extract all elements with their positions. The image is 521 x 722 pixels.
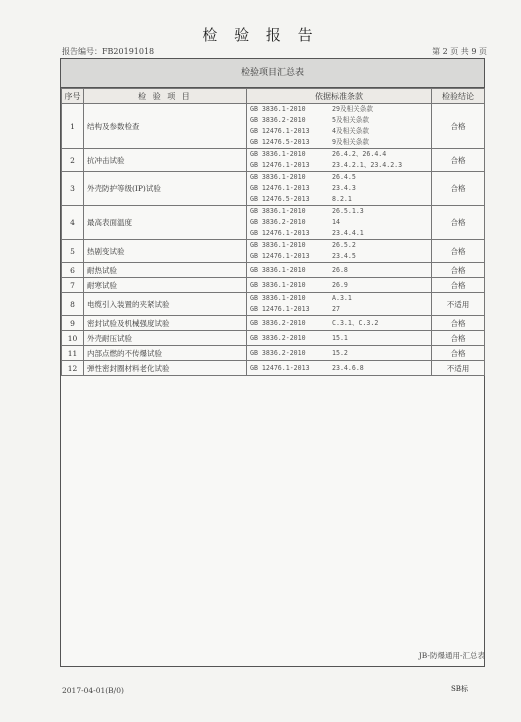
table-header-row: [62, 89, 485, 104]
standard-clause: 23.4.2.1、23.4.2.3: [332, 161, 403, 169]
row-result: 合格: [432, 149, 485, 172]
row-number: 7: [62, 278, 84, 293]
row-result: 合格: [432, 331, 485, 346]
standard-code: GB 12476.5-2013: [250, 138, 310, 146]
row-standards: [247, 346, 432, 361]
standard-clause: 26.5.2: [332, 241, 356, 249]
standard-code: GB 12476.5-2013: [250, 195, 310, 203]
row-number: 2: [62, 149, 84, 172]
standard-line: [247, 228, 431, 239]
header-no: 序号: [62, 89, 84, 104]
standard-clause: 26.4.5: [332, 173, 356, 181]
table-row: [62, 240, 485, 263]
row-item: 外壳耐压试验: [84, 331, 247, 346]
page-number: 第 2 页 共 9 页: [432, 47, 487, 56]
row-number: 1: [62, 104, 84, 149]
standard-clause: 23.4.3: [332, 184, 356, 192]
row-item: 电缆引入装置的夹紧试验: [84, 293, 247, 316]
row-result: 合格: [432, 240, 485, 263]
row-number: 11: [62, 346, 84, 361]
standard-line: [247, 251, 431, 262]
header-result: 检验结论: [432, 89, 485, 104]
header-item: 检 验 项 目: [84, 89, 247, 104]
row-result: 不适用: [432, 361, 485, 376]
row-item: 最高表面温度: [84, 206, 247, 240]
summary-banner: 检验项目汇总表: [61, 59, 484, 88]
standard-code: GB 12476.1-2013: [250, 305, 310, 313]
row-result: 合格: [432, 104, 485, 149]
standard-code: GB 3836.1-2010: [250, 265, 306, 274]
row-item: 外壳防护等级(IP)试验: [84, 172, 247, 206]
company-logo-icon: SB标: [451, 685, 468, 693]
row-number: 10: [62, 331, 84, 346]
row-standards: [247, 104, 432, 149]
standard-clause: 15.1: [332, 333, 348, 342]
standard-clause: 26.4.2、26.4.4: [332, 150, 387, 158]
row-item: 耐寒试验: [84, 278, 247, 293]
standard-clause: 8.2.1: [332, 195, 352, 203]
report-number: 报告编号：FB20191018: [62, 47, 155, 56]
row-result: 合格: [432, 346, 485, 361]
row-number: 6: [62, 263, 84, 278]
row-number: 5: [62, 240, 84, 263]
report-title: 检 验 报 告: [202, 26, 319, 44]
standard-line: [247, 172, 431, 183]
standard-line: [247, 318, 431, 329]
standard-clause: 5及相关条款: [332, 116, 369, 124]
standard-line: [247, 149, 431, 160]
row-number: 4: [62, 206, 84, 240]
table-row: [62, 278, 485, 293]
row-standards: [247, 172, 432, 206]
row-number: 8: [62, 293, 84, 316]
table-row: [62, 206, 485, 240]
row-number: 9: [62, 316, 84, 331]
standard-code: GB 3836.1-2010: [250, 280, 306, 289]
standard-clause: 27: [332, 305, 340, 313]
row-standards: [247, 316, 432, 331]
row-result: 合格: [432, 263, 485, 278]
table-row: [62, 149, 485, 172]
version-date: 2017-04-01(B/0): [62, 686, 124, 695]
row-standards: [247, 331, 432, 346]
summary-table: [61, 88, 485, 376]
standard-clause: 9及相关条款: [332, 138, 369, 146]
row-standards: [247, 263, 432, 278]
row-item: 弹性密封圈材料老化试验: [84, 361, 247, 376]
standard-clause: 4及相关条款: [332, 127, 369, 135]
standard-clause: 15.2: [332, 348, 348, 357]
standard-line: [247, 280, 431, 291]
standard-line: [247, 115, 431, 126]
standard-line: [247, 363, 431, 374]
header-standard: 依据标准条款: [247, 89, 432, 104]
row-result: 合格: [432, 206, 485, 240]
row-item: 密封试验及机械强度试验: [84, 316, 247, 331]
standard-line: [247, 304, 431, 315]
row-result: 合格: [432, 278, 485, 293]
standard-clause: 29及相关条款: [332, 105, 373, 113]
standard-code: GB 12476.1-2013: [250, 363, 310, 372]
standard-code: GB 3836.1-2010: [250, 241, 306, 249]
standard-line: [247, 137, 431, 148]
standard-code: GB 12476.1-2013: [250, 229, 310, 237]
standard-line: [247, 265, 431, 276]
form-name: JB-防爆通用-汇总表: [418, 651, 485, 660]
row-standards: [247, 206, 432, 240]
row-item: 抗冲击试验: [84, 149, 247, 172]
row-item: 结构及参数检查: [84, 104, 247, 149]
table-row: [62, 346, 485, 361]
standard-code: GB 3836.2-2010: [250, 116, 306, 124]
standard-clause: 26.5.1.3: [332, 207, 364, 215]
standard-line: [247, 348, 431, 359]
standard-clause: 23.4.4.1: [332, 229, 364, 237]
standard-code: GB 3836.1-2010: [250, 105, 306, 113]
standard-code: GB 3836.2-2010: [250, 318, 306, 327]
standard-clause: 14: [332, 218, 340, 226]
standard-clause: C.3.1、C.3.2: [332, 318, 379, 327]
standard-line: [247, 160, 431, 171]
standard-code: GB 3836.1-2010: [250, 207, 306, 215]
standard-clause: 23.4.5: [332, 252, 356, 260]
standard-line: [247, 240, 431, 251]
standard-code: GB 3836.1-2010: [250, 294, 306, 302]
table-row: [62, 172, 485, 206]
standard-clause: 26.9: [332, 280, 348, 289]
table-row: [62, 104, 485, 149]
table-row: [62, 361, 485, 376]
summary-frame: [60, 58, 485, 667]
standard-line: [247, 126, 431, 137]
standard-line: [247, 333, 431, 344]
standard-code: GB 3836.1-2010: [250, 150, 306, 158]
standard-code: GB 3836.1-2010: [250, 173, 306, 181]
standard-code: GB 3836.2-2010: [250, 218, 306, 226]
standard-clause: 23.4.6.8: [332, 363, 364, 372]
standard-line: [247, 293, 431, 304]
row-item: 内部点燃的不传爆试验: [84, 346, 247, 361]
table-row: [62, 263, 485, 278]
row-number: 12: [62, 361, 84, 376]
row-item: 热剧变试验: [84, 240, 247, 263]
row-standards: [247, 240, 432, 263]
row-result: 合格: [432, 316, 485, 331]
standard-line: [247, 104, 431, 115]
standard-code: GB 12476.1-2013: [250, 184, 310, 192]
table-row: [62, 316, 485, 331]
standard-code: GB 3836.2-2010: [250, 333, 306, 342]
standard-code: GB 3836.2-2010: [250, 348, 306, 357]
row-standards: [247, 293, 432, 316]
standard-code: GB 12476.1-2013: [250, 161, 310, 169]
standard-code: GB 12476.1-2013: [250, 127, 310, 135]
row-item: 耐热试验: [84, 263, 247, 278]
row-result: 合格: [432, 172, 485, 206]
row-standards: [247, 149, 432, 172]
table-row: [62, 331, 485, 346]
table-row: [62, 293, 485, 316]
row-standards: [247, 278, 432, 293]
standard-code: GB 12476.1-2013: [250, 252, 310, 260]
standard-clause: 26.8: [332, 265, 348, 274]
row-standards: [247, 361, 432, 376]
standard-line: [247, 206, 431, 217]
row-number: 3: [62, 172, 84, 206]
row-result: 不适用: [432, 293, 485, 316]
standard-line: [247, 194, 431, 205]
standard-line: [247, 183, 431, 194]
standard-line: [247, 217, 431, 228]
standard-clause: A.3.1: [332, 294, 352, 302]
